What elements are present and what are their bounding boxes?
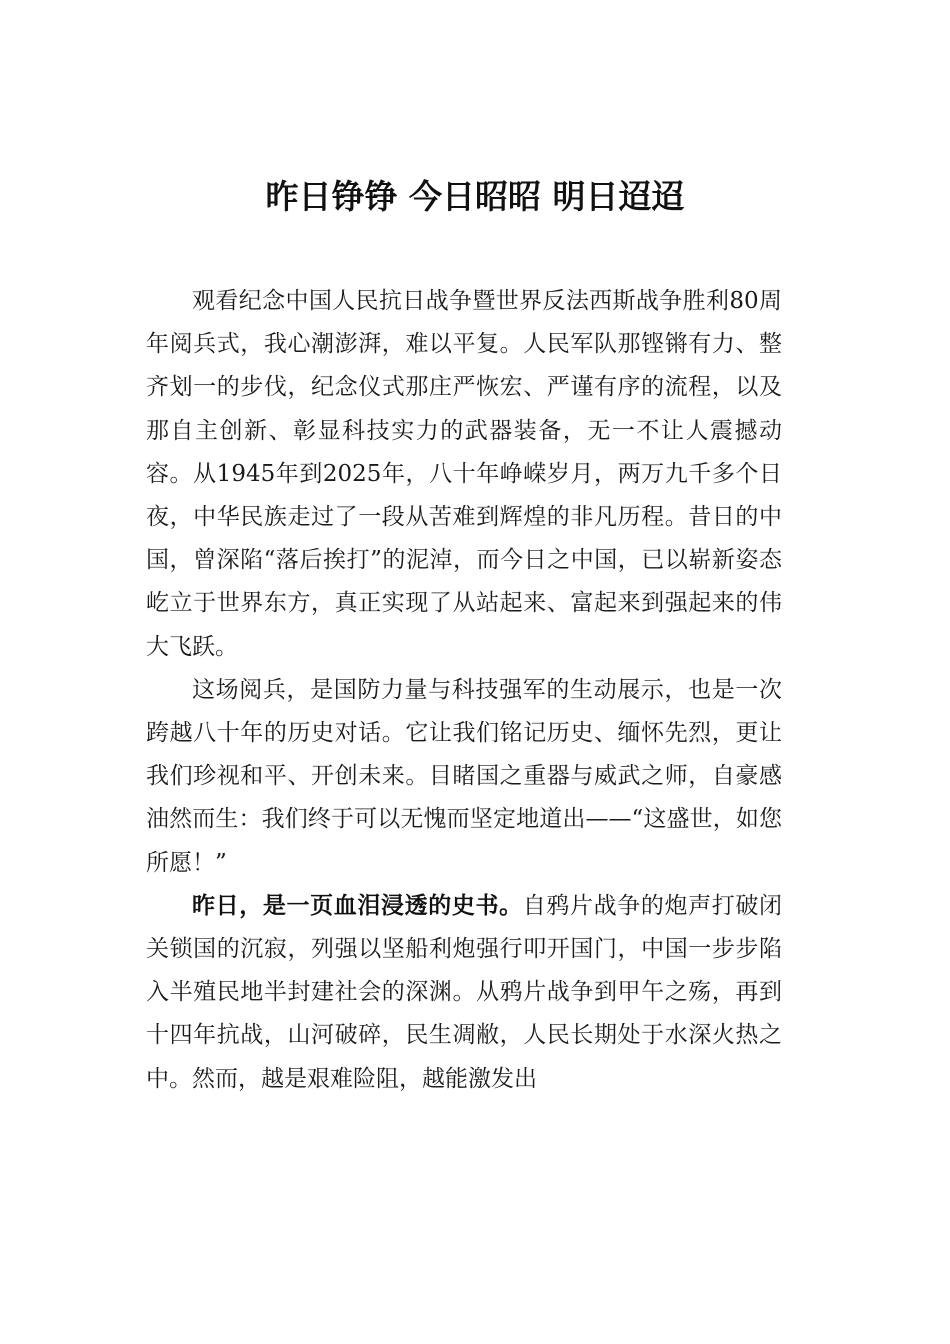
document-body [146, 280, 782, 1101]
paragraph-text: 这场阅兵，是国防力量与科技强军的生动展示，也是一次跨越八十年的历史对话。它让我们铭记历史、缅怀先烈，更让我们珍视和平、开创未来。目睹国之重器与威武之师，自豪感油然而生：我们终于可以无愧而坚定地道出——“这盛世，如您所愿！” [146, 676, 782, 876]
paragraph-text: 自鸦片战争的炮声打破闭关锁国的沉寂，列强以坚船利炮强行叩开国门，中国一步步陷入半殖民地半封建社会的深渊。从鸦片战争到甲午之殇，再到十四年抗战，山河破碎，民生凋敝，人民长期处于水深火热之中。然而，越是艰难险阻，越能激发出 [146, 892, 782, 1092]
paragraph-1 [146, 280, 782, 669]
paragraph-text: 观看纪念中国人民抗日战争暨世界反法西斯战争胜利80周年阅兵式，我心潮澎湃，难以平复。人民军队那铿锵有力、整齐划一的步伐，纪念仪式那庄严恢宏、严谨有序的流程，以及那自主创新、彰显科技实力的武器装备，无一不让人震撼动容。从1945年到2025年，八十年峥嵘岁月，两万九千多个日夜，中华民族走过了一段从苦难到辉煌的非凡历程。昔日的中国，曾深陷“落后挨打”的泥淖，而今日之中国，已以崭新姿态屹立于世界东方，真正实现了从站起来、富起来到强起来的伟大飞跃。 [146, 288, 782, 660]
paragraph-2 [146, 669, 782, 885]
document-title: 昨日铮铮 今日昭昭 明日迢迢 [265, 177, 685, 216]
paragraph-lead: 昨日，是一页血泪浸透的史书。 [192, 892, 523, 919]
paragraph-3 [146, 885, 782, 1101]
